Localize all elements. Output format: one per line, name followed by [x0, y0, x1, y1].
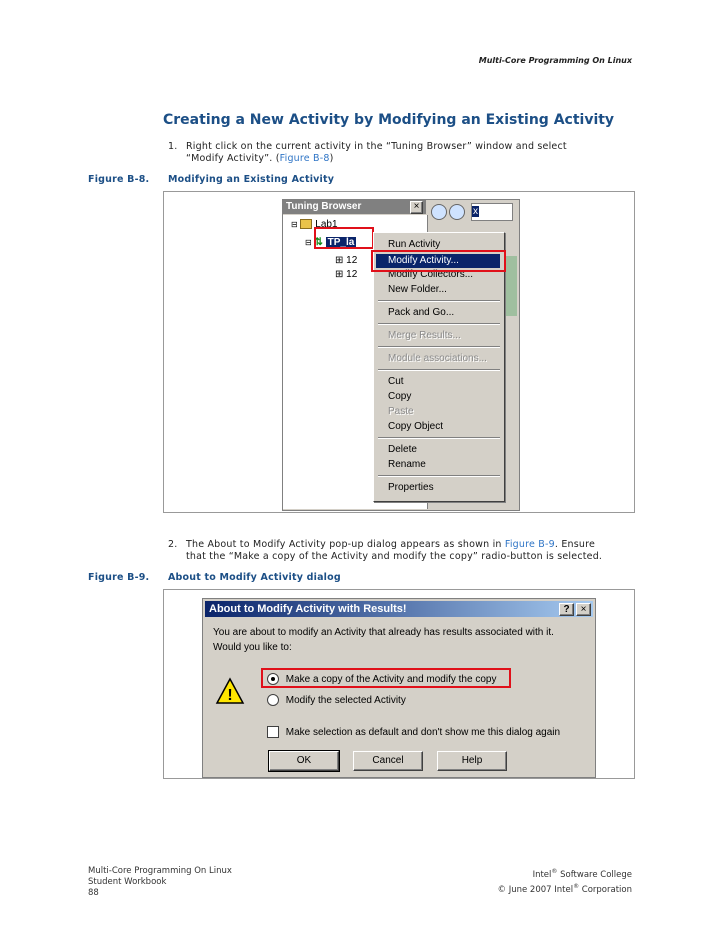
- menu-item-copy[interactable]: Copy: [388, 391, 412, 402]
- menu-separator: [378, 475, 500, 477]
- step-1-line-2-end: ): [329, 153, 334, 164]
- tuning-browser-title: Tuning Browser: [286, 201, 362, 212]
- step-2-line-2: that the “Make a copy of the Activity and modify the copy” radio-button is selected.: [186, 551, 603, 562]
- figure-b8-title: Modifying an Existing Activity: [168, 174, 335, 185]
- running-header: Multi-Core Programming On Linux: [478, 56, 632, 65]
- tuning-browser-titlebar: [283, 200, 426, 214]
- figure-b9-frame: [163, 589, 635, 779]
- radio-make-copy-label: Make a copy of the Activity and modify the copy: [285, 673, 497, 685]
- warning-glyph: !: [227, 687, 233, 704]
- tree-result-1[interactable]: [335, 255, 357, 266]
- menu-item-pack-and-go[interactable]: Pack and Go...: [388, 307, 455, 318]
- tree-root-label: Lab1: [315, 219, 338, 230]
- ok-button[interactable]: OK: [269, 751, 339, 771]
- footer-college-name: Software College: [557, 869, 632, 880]
- figure-b9-caption: [88, 572, 341, 583]
- modify-dialog-titlebar: [205, 601, 593, 617]
- menu-item-module-associations: Module associations...: [388, 353, 487, 364]
- step-1: [168, 141, 638, 165]
- close-icon: ×: [580, 604, 587, 615]
- result-icon: ⊞: [335, 255, 344, 266]
- menu-item-modify-activity-label: Modify Activity...: [388, 255, 459, 266]
- radio-modify-selected[interactable]: [267, 694, 406, 706]
- step-1-line-2: “Modify Activity”. (: [186, 153, 280, 164]
- figure-b9-label: Figure B-9.: [88, 572, 150, 583]
- menu-separator: [378, 323, 500, 325]
- cancel-button[interactable]: Cancel: [353, 751, 423, 771]
- activity-highlight: [314, 227, 374, 249]
- figure-b8-label: Figure B-8.: [88, 174, 150, 185]
- tree-result-1-label: 12: [346, 255, 358, 266]
- result-icon: ⊞: [335, 269, 344, 280]
- search-value: x: [473, 206, 478, 217]
- tree-result-2-label: 12: [346, 269, 358, 280]
- page-number: 88: [88, 888, 99, 898]
- footer-college: [498, 866, 633, 881]
- step-2-line-1-end: . Ensure: [554, 539, 596, 550]
- menu-item-merge-results: Merge Results...: [388, 330, 461, 341]
- tree-result-2[interactable]: [335, 269, 357, 280]
- figure-b8-caption: [88, 174, 334, 185]
- default-selection-checkbox[interactable]: [267, 726, 560, 738]
- menu-item-new-folder[interactable]: New Folder...: [388, 284, 447, 295]
- footer-copyright-corp: Corporation: [579, 884, 632, 895]
- help-icon: ?: [563, 604, 570, 615]
- close-icon: ×: [413, 201, 420, 212]
- figure-b8-link[interactable]: Figure B-8: [279, 153, 330, 164]
- figure-b8-frame: [163, 191, 635, 513]
- menu-item-rename[interactable]: Rename: [388, 459, 426, 470]
- dialog-close-button[interactable]: [576, 603, 591, 616]
- warning-icon: [215, 677, 245, 705]
- menu-item-copy-object[interactable]: Copy Object: [388, 421, 444, 432]
- footer-right: [498, 866, 633, 896]
- modify-activity-highlight: [371, 250, 506, 272]
- footer-copyright-date: © June 2007 Intel: [497, 884, 574, 895]
- zoom-in-icon[interactable]: [431, 204, 447, 220]
- radio-modify-selected-label: Modify the selected Activity: [285, 694, 406, 706]
- radio-modify-selected-control[interactable]: [267, 694, 279, 706]
- section-title: Creating a New Activity by Modifying an Existing Activity: [163, 112, 615, 128]
- tuning-browser-close-button[interactable]: [410, 201, 423, 214]
- menu-item-properties[interactable]: Properties: [388, 482, 434, 493]
- step-2: [168, 539, 638, 563]
- menu-item-delete[interactable]: Delete: [388, 444, 417, 455]
- context-menu: [373, 232, 505, 502]
- menu-separator: [378, 300, 500, 302]
- footer-book-title: Multi-Core Programming On Linux: [88, 866, 232, 876]
- footer-college-intel: Intel: [532, 869, 552, 880]
- menu-item-paste: Paste: [388, 406, 414, 417]
- modify-dialog-title: About to Modify Activity with Results!: [209, 603, 407, 615]
- search-input[interactable]: [471, 203, 513, 221]
- registered-mark: ®: [573, 882, 580, 890]
- modify-dialog: [202, 598, 596, 778]
- folder-icon: [300, 219, 312, 229]
- zoom-out-icon[interactable]: [449, 204, 465, 220]
- menu-item-run-activity[interactable]: Run Activity: [388, 239, 441, 250]
- step-2-line-1: The About to Modify Activity pop-up dialog appears as shown in: [186, 539, 505, 550]
- footer-left: [88, 866, 232, 899]
- figure-b9-title: About to Modify Activity dialog: [168, 572, 341, 583]
- step-2-number: 2.: [168, 539, 178, 550]
- menu-separator: [378, 346, 500, 348]
- tree-activity-label: TP_la: [327, 237, 355, 248]
- step-1-line-1: Right click on the current activity in the “Tuning Browser” window and select: [186, 141, 567, 152]
- checkbox-label: Make selection as default and don't show me this dialog again: [285, 726, 561, 738]
- menu-item-modify-collectors[interactable]: Modify Collectors...: [388, 269, 474, 280]
- dialog-message-2: Would you like to:: [213, 642, 292, 653]
- figure-b9-link[interactable]: Figure B-9: [504, 539, 555, 550]
- menu-separator: [378, 369, 500, 371]
- menu-item-cut[interactable]: Cut: [388, 376, 404, 387]
- dialog-help-button[interactable]: [559, 603, 574, 616]
- make-copy-highlight: [261, 668, 511, 688]
- checkbox-control[interactable]: [267, 726, 279, 738]
- menu-separator: [378, 437, 500, 439]
- registered-mark: ®: [551, 868, 558, 875]
- help-button[interactable]: Help: [437, 751, 507, 771]
- footer-copyright: [498, 881, 633, 896]
- activity-icon: ⇅: [314, 237, 323, 248]
- collapse-icon: ⊟: [291, 220, 298, 229]
- collapse-icon: ⊟: [305, 238, 312, 247]
- dialog-message-1: You are about to modify an Activity that already has results associated with it.: [213, 627, 554, 638]
- step-1-number: 1.: [168, 141, 178, 152]
- footer-workbook: Student Workbook: [88, 877, 167, 887]
